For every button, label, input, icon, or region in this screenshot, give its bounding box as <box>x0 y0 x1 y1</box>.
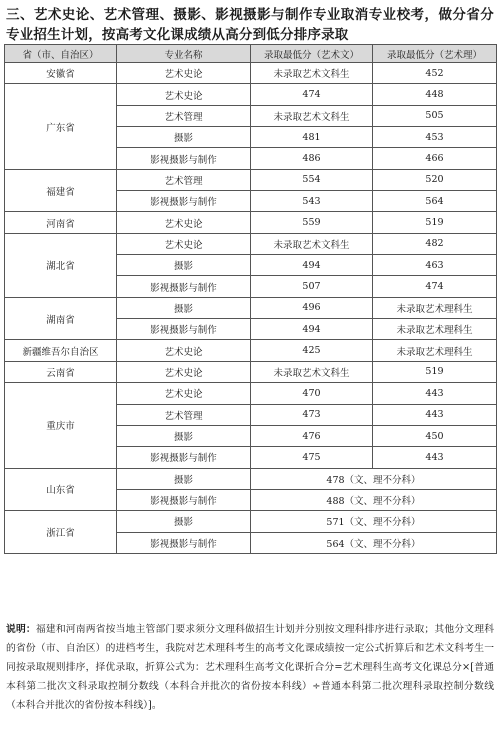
province-cell: 广东省 <box>5 84 117 169</box>
major-cell: 艺术史论 <box>117 383 251 404</box>
table-row <box>5 169 497 190</box>
major-cell: 艺术史论 <box>117 63 251 84</box>
arts-score-cell: 425 <box>251 340 373 361</box>
science-score-cell: 564 <box>373 191 497 212</box>
province-cell: 安徽省 <box>5 63 117 84</box>
major-cell: 影视摄影与制作 <box>117 489 251 510</box>
major-cell: 艺术史论 <box>117 340 251 361</box>
province-cell: 湖北省 <box>5 233 117 297</box>
section-heading: 三、艺术史论、艺术管理、摄影、影视摄影与制作专业取消专业校考，做分省分专业招生计划，按高考文化课成绩从高分到低分排序录取 <box>6 7 494 43</box>
header-min-score-science: 录取最低分（艺术理） <box>373 45 497 63</box>
major-cell: 影视摄影与制作 <box>117 319 251 340</box>
arts-score-cell: 559 <box>251 212 373 233</box>
combined-score-cell: 478（文、理不分科） <box>251 468 497 489</box>
science-score-cell: 443 <box>373 447 497 468</box>
science-score-cell: 453 <box>373 127 497 148</box>
table-body <box>5 63 497 554</box>
table-row <box>5 63 497 84</box>
arts-score-cell: 未录取艺术文科生 <box>251 361 373 382</box>
arts-score-cell: 494 <box>251 255 373 276</box>
science-score-cell: 519 <box>373 361 497 382</box>
major-cell: 影视摄影与制作 <box>117 191 251 212</box>
arts-score-cell: 476 <box>251 425 373 446</box>
science-score-cell: 未录取艺术理科生 <box>373 297 497 318</box>
note-text: 福建和河南两省按当地主管部门要求须分文理科做招生计划并分别按文理科排序进行录取；其他分文理科的省份（市、自治区）的进档考生，我院对艺术理科考生的高考文化课成绩按一定公式折算后和艺术文科考生一同按录取规则排序，择优录取，折算公式为：艺术理科生高考文化课折合分=艺术理科生高考文化课总分×[普通本科第二批次文科录取控制分数线（本科合并批次的省份按本科线）÷普通本科第二批次理科录取控制分数线（本科合并批次的省份按本科线）]。 <box>6 624 495 711</box>
major-cell: 摄影 <box>117 255 251 276</box>
arts-score-cell: 未录取艺术文科生 <box>251 233 373 254</box>
header-province: 省（市、自治区） <box>5 45 117 63</box>
arts-score-cell: 473 <box>251 404 373 425</box>
major-cell: 艺术管理 <box>117 404 251 425</box>
science-score-cell: 448 <box>373 84 497 105</box>
science-score-cell: 482 <box>373 233 497 254</box>
table-row <box>5 511 497 532</box>
science-score-cell: 505 <box>373 105 497 126</box>
major-cell: 摄影 <box>117 127 251 148</box>
major-cell: 艺术管理 <box>117 105 251 126</box>
arts-score-cell: 554 <box>251 169 373 190</box>
table-row <box>5 212 497 233</box>
science-score-cell: 474 <box>373 276 497 297</box>
major-cell: 艺术史论 <box>117 361 251 382</box>
major-cell: 影视摄影与制作 <box>117 532 251 553</box>
table-row <box>5 297 497 318</box>
admission-table <box>4 44 497 554</box>
province-cell: 河南省 <box>5 212 117 233</box>
major-cell: 影视摄影与制作 <box>117 148 251 169</box>
arts-score-cell: 474 <box>251 84 373 105</box>
arts-score-cell: 486 <box>251 148 373 169</box>
science-score-cell: 520 <box>373 169 497 190</box>
table-row <box>5 383 497 404</box>
province-cell: 云南省 <box>5 361 117 382</box>
major-cell: 影视摄影与制作 <box>117 447 251 468</box>
arts-score-cell: 543 <box>251 191 373 212</box>
table-row <box>5 340 497 361</box>
province-cell: 新疆维吾尔自治区 <box>5 340 117 361</box>
province-cell: 福建省 <box>5 169 117 212</box>
science-score-cell: 519 <box>373 212 497 233</box>
province-cell: 山东省 <box>5 468 117 511</box>
science-score-cell: 452 <box>373 63 497 84</box>
arts-score-cell: 未录取艺术文科生 <box>251 105 373 126</box>
table-row <box>5 84 497 105</box>
header-min-score-arts: 录取最低分（艺术文） <box>251 45 373 63</box>
table-row <box>5 361 497 382</box>
major-cell: 艺术管理 <box>117 169 251 190</box>
science-score-cell: 未录取艺术理科生 <box>373 319 497 340</box>
science-score-cell: 443 <box>373 404 497 425</box>
note-label: 说明： <box>6 624 36 635</box>
arts-score-cell: 494 <box>251 319 373 340</box>
major-cell: 艺术史论 <box>117 84 251 105</box>
science-score-cell: 未录取艺术理科生 <box>373 340 497 361</box>
table-header-row <box>5 45 497 63</box>
science-score-cell: 450 <box>373 425 497 446</box>
science-score-cell: 466 <box>373 148 497 169</box>
header-major: 专业名称 <box>117 45 251 63</box>
major-cell: 摄影 <box>117 511 251 532</box>
major-cell: 艺术史论 <box>117 212 251 233</box>
table-row <box>5 233 497 254</box>
major-cell: 摄影 <box>117 297 251 318</box>
combined-score-cell: 571（文、理不分科） <box>251 511 497 532</box>
science-score-cell: 463 <box>373 255 497 276</box>
science-score-cell: 443 <box>373 383 497 404</box>
combined-score-cell: 488（文、理不分科） <box>251 489 497 510</box>
major-cell: 摄影 <box>117 425 251 446</box>
table-row <box>5 468 497 489</box>
province-cell: 浙江省 <box>5 511 117 554</box>
arts-score-cell: 未录取艺术文科生 <box>251 63 373 84</box>
arts-score-cell: 470 <box>251 383 373 404</box>
arts-score-cell: 507 <box>251 276 373 297</box>
major-cell: 艺术史论 <box>117 233 251 254</box>
major-cell: 影视摄影与制作 <box>117 276 251 297</box>
arts-score-cell: 475 <box>251 447 373 468</box>
province-cell: 湖南省 <box>5 297 117 340</box>
major-cell: 摄影 <box>117 468 251 489</box>
arts-score-cell: 496 <box>251 297 373 318</box>
combined-score-cell: 564（文、理不分科） <box>251 532 497 553</box>
explanation-note <box>6 620 494 715</box>
arts-score-cell: 481 <box>251 127 373 148</box>
province-cell: 重庆市 <box>5 383 117 468</box>
